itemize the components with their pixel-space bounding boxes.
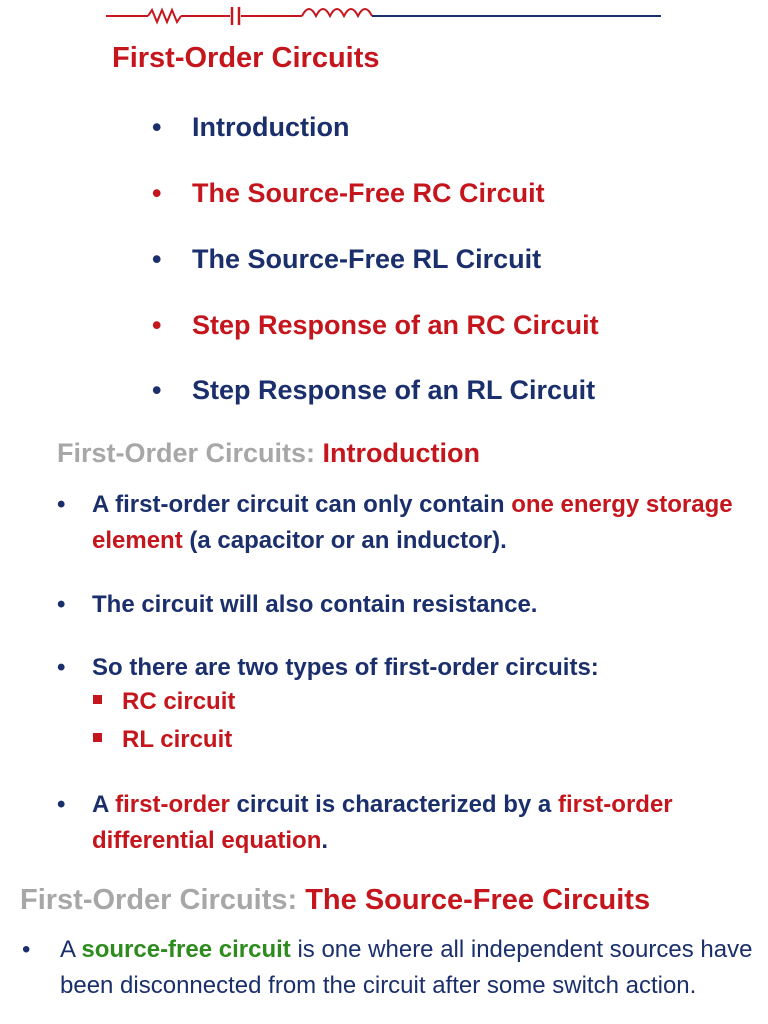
- slide2-title-prefix: First-Order Circuits:: [57, 438, 323, 468]
- slide1-title: First-Order Circuits: [112, 42, 380, 74]
- slide2-bullet-3: • So there are two types of first-order circuits:: [57, 654, 599, 681]
- slide3-title-prefix: First-Order Circuits:: [20, 884, 306, 916]
- toc-item-source-free-rl: • The Source-Free RL Circuit: [152, 244, 542, 274]
- toc-item-source-free-rc: • The Source-Free RC Circuit: [152, 178, 545, 208]
- capacitor-icon: [232, 7, 239, 25]
- inductor-icon: [302, 9, 372, 16]
- slide2-subitem-rl: RL circuit: [93, 726, 232, 754]
- slide3-bullet-1: • A source-free circuit is one where all independent sources have been disconnected from the circuit after some switch action.: [22, 936, 753, 999]
- slide2-bullet-2: • The circuit will also contain resistance.: [57, 591, 538, 618]
- toc-item-step-rc: • Step Response of an RC Circuit: [152, 310, 599, 340]
- toc-item-introduction: • Introduction: [152, 112, 350, 142]
- slide2-bullet-4: • A first-order circuit is characterized by a first-order differential equation.: [57, 791, 673, 854]
- slide3-title-main: The Source-Free Circuits: [305, 884, 651, 916]
- slide2-title-main: Introduction: [322, 438, 481, 468]
- slide2-title: [57, 438, 480, 469]
- slide3-title: [20, 884, 650, 917]
- resistor-icon: [148, 10, 181, 22]
- slide2-bullet-1: • A first-order circuit can only contain one energy storage element (a capacitor or an inductor).: [57, 491, 733, 554]
- slide2-subitem-rc: RC circuit: [93, 688, 235, 716]
- toc-item-step-rl: • Step Response of an RL Circuit: [152, 375, 596, 405]
- circuit-header-graphic: [106, 2, 666, 26]
